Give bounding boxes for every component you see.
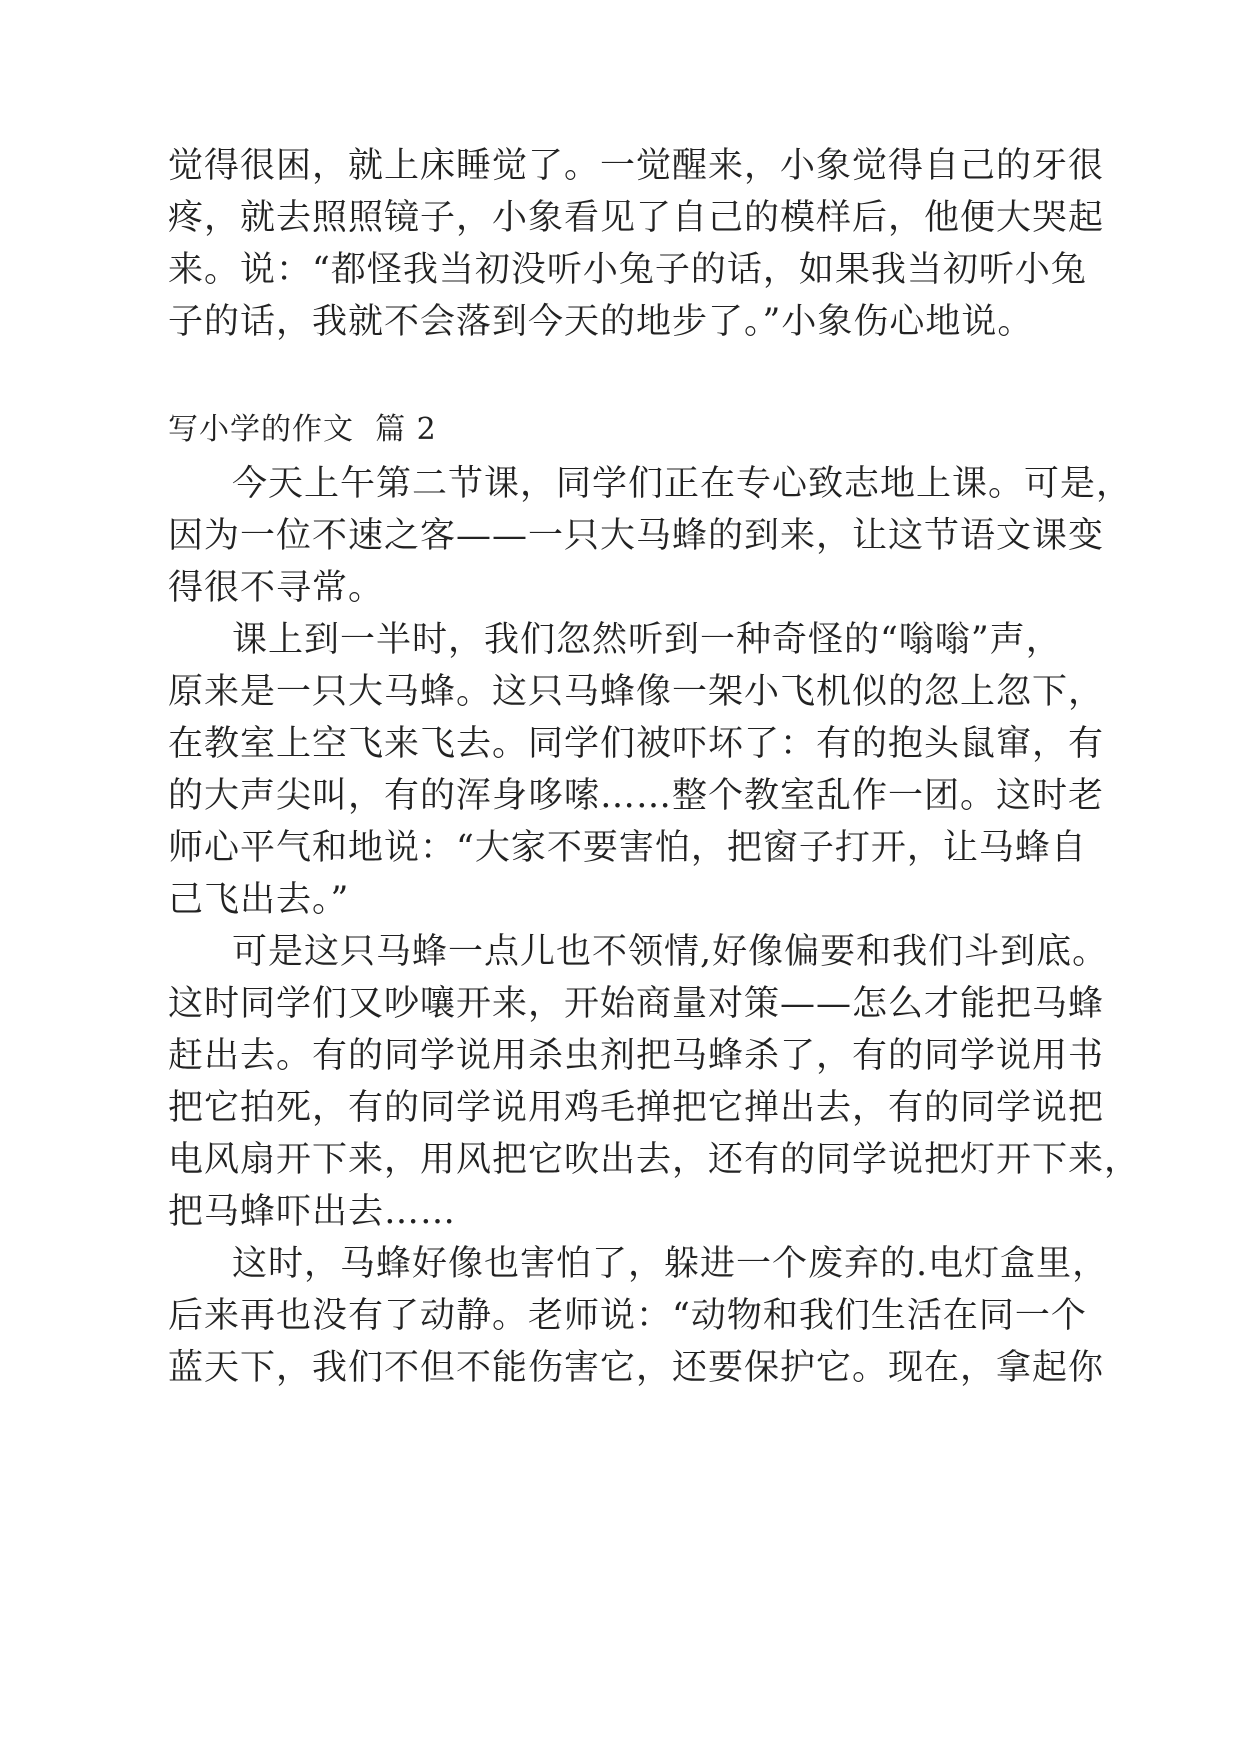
text-line: 把它拍死，有的同学说用鸡毛掸把它掸出去，有的同学说把 xyxy=(168,1088,1105,1128)
text-line: 子的话，我就不会落到今天的地步了。”小象伤心地说。 xyxy=(168,302,1034,342)
text-line: 的大声尖叫，有的浑身哆嗦……整个教室乱作一团。这时老 xyxy=(168,776,1105,816)
text-line: 这时同学们又吵嚷开来，开始商量对策——怎么才能把马蜂 xyxy=(168,984,1105,1024)
text-line: 课上到一半时，我们忽然听到一种奇怪的“嗡嗡”声， xyxy=(232,620,1062,660)
text-line: 今天上午第二节课，同学们正在专心致志地上课。可是， xyxy=(232,464,1133,504)
text-line: 电风扇开下来，用风把它吹出去，还有的同学说把灯开下来， xyxy=(168,1140,1141,1180)
text-line: 觉得很困，就上床睡觉了。一觉醒来，小象觉得自己的牙很 xyxy=(168,146,1105,186)
text-line: 原来是一只大马蜂。这只马蜂像一架小飞机似的忽上忽下， xyxy=(168,672,1105,712)
text-line: 赶出去。有的同学说用杀虫剂把马蜂杀了，有的同学说用书 xyxy=(168,1036,1105,1076)
text-line: 因为一位不速之客——一只大马蜂的到来，让这节语文课变 xyxy=(168,516,1105,556)
text-line: 把马蜂吓出去…… xyxy=(168,1192,457,1232)
text-line: 在教室上空飞来飞去。同学们被吓坏了：有的抱头鼠窜，有 xyxy=(168,724,1105,764)
text-line: 这时，马蜂好像也害怕了，躲进一个废弃的.电灯盒里， xyxy=(232,1244,1109,1284)
text-line: 得很不寻常。 xyxy=(168,568,385,608)
essay-title: 写小学的作文 篇 2 xyxy=(168,412,437,447)
text-line: 疼，就去照照镜子，小象看见了自己的模样后，他便大哭起 xyxy=(168,198,1105,238)
text-line: 可是这只马蜂一点儿也不领情,好像偏要和我们斗到底。 xyxy=(232,932,1109,972)
text-line: 己飞出去。” xyxy=(168,880,350,920)
text-line: 来。说：“都怪我当初没听小兔子的话，如果我当初听小兔 xyxy=(168,250,1087,290)
text-line: 蓝天下，我们不但不能伤害它，还要保护它。现在，拿起你 xyxy=(168,1348,1105,1388)
text-line: 师心平气和地说：“大家不要害怕，把窗子打开，让马蜂自 xyxy=(168,828,1087,868)
text-line: 后来再也没有了动静。老师说：“动物和我们生活在同一个 xyxy=(168,1296,1087,1336)
